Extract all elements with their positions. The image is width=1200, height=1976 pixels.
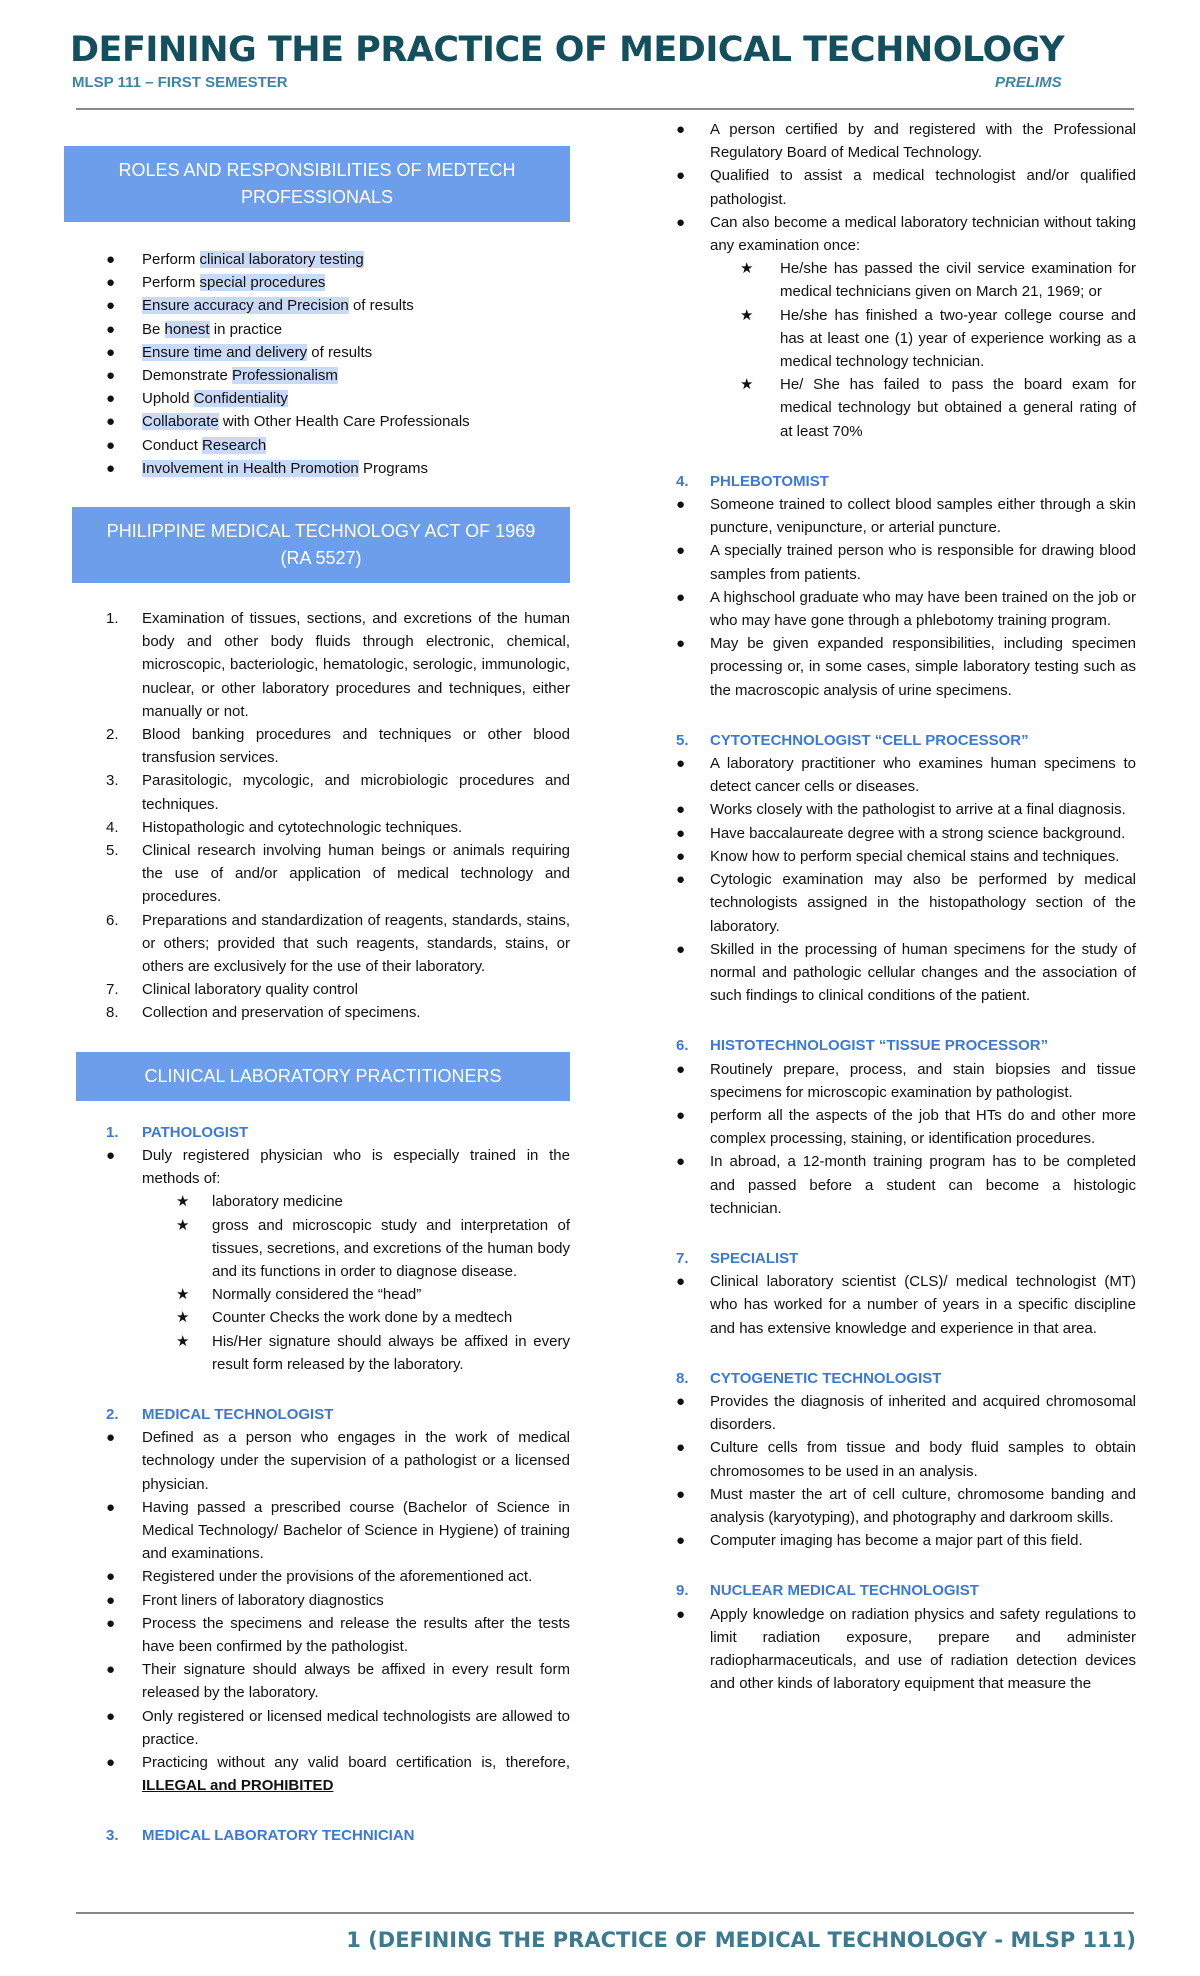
list-item: ● Have baccalaureate degree with a strong science background. [676,824,1126,842]
course-label: MLSP 111 – FIRST SEMESTER [72,74,288,91]
list-item: ● Qualified to assist a medical technologist and/or qualified pathologist. [676,167,1136,208]
page-footer: 1 (DEFINING THE PRACTICE OF MEDICAL TECHNOLOGY - MLSP 111) [346,1928,1136,1952]
list-item: 2. Blood banking procedures and techniques or other blood transfusion services. [106,726,570,767]
list-item: ● Perform clinical laboratory testing [106,251,364,268]
list-item: ● Culture cells from tissue and body fluid samples to obtain chromosomes to be used in an analysis. [676,1439,1136,1480]
act-heading: PHILIPPINE MEDICAL TECHNOLOGY ACT OF 1969 (RA 5527) [72,507,570,583]
roles-list [64,248,570,480]
header-divider [76,108,1134,110]
list-item: 4. Histopathologic and cytotechnologic techniques. [106,818,463,836]
list-item: 6. Preparations and standardization of reagents, standards, stains, or others; provided that such reagents, standards, stains, or others are exclusively for the use of their laboratory. [106,911,570,976]
act-list [64,607,570,1025]
histotech-section [668,1034,1136,1220]
list-item: ● perform all the aspects of the job that HTs do and other more complex processing, staining, or identification procedures. [676,1106,1136,1148]
list-item: ● Know how to perform special chemical stains and techniques. [676,847,1120,865]
sub-list-item: ★ Counter Checks the work done by a medtech [176,1309,513,1327]
specialist-section [668,1247,1136,1340]
list-item: ● Can also become a medical laboratory technician without taking any examination once: [676,213,1136,255]
nuclear-section [668,1579,1136,1695]
footer-divider [76,1912,1134,1914]
list-item: ● Involvement in Health Promotion Programs [106,459,428,477]
technician-section [668,118,1136,443]
sub-list-item: ★ He/she has passed the civil service examination for medical technicians given on March 21, 1969; or [740,260,1136,301]
sub-list-item: ★ gross and microscopic study and interpretation of tissues, secretions, and excretions of the human body and its functions in order to diagnose disease. [176,1216,570,1280]
term-label: PRELIMS [995,74,1062,91]
list-item: ● Ensure accuracy and Precision of results [106,297,414,315]
cytogenetic-section [668,1367,1136,1553]
list-item: ● Computer imaging has become a major part of this field. [676,1532,1083,1550]
list-item: ● Duly registered physician who is especially trained in the methods of: [106,1146,570,1188]
list-item: ● Collaborate with Other Health Care Professionals [106,413,470,431]
section-heading: 4. PHLEBOTOMIST [676,472,829,490]
list-item: ● Works closely with the pathologist to arrive at a final diagnosis. [676,801,1126,819]
list-item: 3. Parasitologic, mycologic, and microbiologic procedures and techniques. [106,772,570,813]
technician-heading-block [64,1824,570,1847]
medtech-section [64,1403,570,1797]
list-item: ● Provides the diagnosis of inherited and acquired chromosomal disorders. [676,1392,1136,1434]
list-item: ● A specially trained person who is responsible for drawing blood samples from patients. [676,542,1136,583]
list-item: 1. Examination of tissues, sections, and excretions of the human body and other body fluids through electronic, chemical, microscopic, bacteriologic, hematologic, serologic, immunologic, nuclear, or other laboratory procedures and techniques, either manually or not. [106,610,570,720]
list-item: ● Process the specimens and release the results after the tests have been confirmed by the pathologist. [106,1614,570,1655]
sub-list-item: ★ laboratory medicine [176,1193,343,1211]
left-column [64,146,570,1848]
emphasis-text: ILLEGAL and PROHIBITED [142,1777,334,1795]
sub-list-item: ★ Normally considered the “head” [176,1286,422,1304]
section-heading: 9. NUCLEAR MEDICAL TECHNOLOGIST [676,1582,979,1600]
list-item: ● Uphold Confidentiality [106,390,288,408]
list-item: ● Registered under the provisions of the aforementioned act. [106,1568,533,1586]
list-item: ● Conduct Research [106,436,267,454]
list-item: ● Demonstrate Professionalism [106,367,338,385]
sub-list-item: ★ He/she has finished a two-year college course and has at least one (1) year of experience working as a medical technology technician. [740,306,1136,371]
list-item: ● Practicing without any valid board certification is, therefore, ILLEGAL and PROHIBITED [106,1753,570,1795]
list-item: ● Be honest in practice [106,320,283,338]
list-item: ● Front liners of laboratory diagnostics [106,1591,384,1609]
list-item: ● Defined as a person who engages in the work of medical technology under the supervision of a pathologist or a licensed physician. [106,1429,570,1493]
sub-list-item: ★ His/Her signature should always be affixed in every result form released by the laboratory. [176,1332,570,1373]
list-item: 7. Clinical laboratory quality control [106,981,358,999]
list-item: ● A highschool graduate who may have been trained on the job or who may have gone through a phlebotomy training program. [676,588,1136,630]
pathologist-section [64,1121,570,1376]
cytotech-section [668,729,1136,1007]
list-item: ● A person certified by and registered with the Professional Regulatory Board of Medical Technology. [676,121,1136,162]
right-column [668,118,1136,1695]
practitioners-heading: CLINICAL LABORATORY PRACTITIONERS [76,1052,570,1101]
section-heading: 7. SPECIALIST [676,1249,799,1267]
section-heading: 3. MEDICAL LABORATORY TECHNICIAN [106,1827,415,1845]
list-item: ● Someone trained to collect blood samples either through a skin puncture, venipuncture, or arterial puncture. [676,496,1136,537]
section-heading: 5. CYTOTECHNOLOGIST “CELL PROCESSOR” [676,731,1029,749]
roles-heading: ROLES AND RESPONSIBILITIES OF MEDTECH PROFESSIONALS [64,146,570,222]
list-item: ● Must master the art of cell culture, chromosome banding and analysis (karyotyping), and photography and darkroom skills. [676,1485,1136,1526]
list-item: ● May be given expanded responsibilities, including specimen processing or, in some cases, simple laboratory testing such as the macroscopic analysis of urine specimens. [676,635,1136,699]
list-item: ● A laboratory practitioner who examines human specimens to detect cancer cells or diseases. [676,755,1136,796]
list-item: 8. Collection and preservation of specimens. [106,1004,421,1022]
list-item: ● Ensure time and delivery of results [106,343,373,361]
section-heading: 2. MEDICAL TECHNOLOGIST [106,1405,334,1423]
list-item: 5. Clinical research involving human beings or animals requiring the use of and/or application of medical technology and procedures. [106,842,570,906]
list-item: ● Their signature should always be affixed in every result form released by the laboratory. [106,1661,570,1702]
list-item: ● Perform special procedures [106,274,326,292]
list-item: ● Cytologic examination may also be performed by medical technologists assigned in the histopathology section of the laboratory. [676,871,1136,935]
list-item: ● Routinely prepare, process, and stain biopsies and tissue specimens for microscopic examination by pathologist. [676,1060,1136,1101]
section-heading: 6. HISTOTECHNOLOGIST “TISSUE PROCESSOR” [676,1037,1049,1055]
section-heading: 1. PATHOLOGIST [106,1123,249,1141]
list-item: ● Skilled in the processing of human specimens for the study of normal and pathologic cellular changes and the association of such findings to clinical conditions of the patient. [676,940,1136,1005]
sub-list-item: ★ He/ She has failed to pass the board exam for medical technology but obtained a general rating of at least 70% [740,376,1136,440]
list-item: ● In abroad, a 12-month training program has to be completed and passed before a student can become a histologic technician. [676,1153,1136,1217]
list-item: ● Having passed a prescribed course (Bachelor of Science in Medical Technology/ Bachelor of Science in Hygiene) of training and examinations. [106,1498,570,1563]
list-item: ● Only registered or licensed medical technologists are allowed to practice. [106,1707,570,1748]
section-heading: 8. CYTOGENETIC TECHNOLOGIST [676,1369,942,1387]
phlebotomist-section [668,470,1136,702]
document-title: DEFINING THE PRACTICE OF MEDICAL TECHNOLOGY [70,30,1065,70]
list-item: ● Clinical laboratory scientist (CLS)/ medical technologist (MT) who has worked for a number of years in a specific discipline and has extensive knowledge and experience in that area. [676,1273,1136,1337]
list-item: ● Apply knowledge on radiation physics and safety regulations to limit radiation exposure, prepare and administer radiopharmaceuticals, and use of radiation detection devices and other kinds of laboratory equipment that measure the [676,1605,1136,1693]
